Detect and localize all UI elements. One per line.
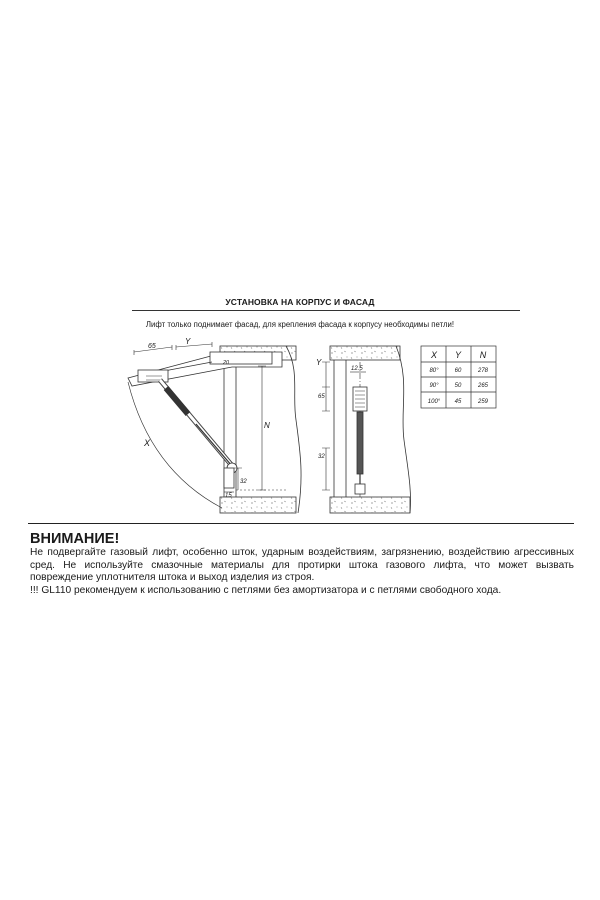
left-bottom-panel <box>220 497 296 513</box>
spec-cell: 50 <box>454 383 462 389</box>
warning-extra: !!! GL110 рекомендуем к использованию с петлями без амортизатора и с петлями свободного хода. <box>30 584 502 596</box>
spec-cell: 259 <box>477 399 489 405</box>
right-lift-body <box>357 412 363 474</box>
left-dim-15: 15 <box>225 493 232 499</box>
warning-text <box>30 547 574 597</box>
spec-header-x: X <box>430 350 438 360</box>
left-dim-y: Y <box>185 337 191 346</box>
left-dim-65: 65 <box>148 343 156 350</box>
install-note: Лифт только поднимает фасад, для крепления фасада к корпусу необходимы петли! <box>145 320 455 329</box>
left-dim-32: 32 <box>240 479 247 485</box>
right-dim-32: 32 <box>318 454 325 460</box>
install-title: УСТАНОВКА НА КОРПУС И ФАСАД <box>225 297 375 307</box>
warning-body: Не подвергайте газовый лифт, особенно шток, ударным воздействиям, загрязнению, воздействию агрессивных сред. Не используйте смазочные материалы для протирки штока газового лифта, что может вызвать повреждение уплотнителя штока и выход изделия из строя. <box>30 547 574 584</box>
spec-cell: 60 <box>454 368 462 374</box>
spec-cell: 265 <box>477 383 489 389</box>
spec-cell: 90° <box>429 383 439 389</box>
spec-header-y: Y <box>454 350 462 360</box>
spec-cell: 80° <box>429 368 439 374</box>
right-top-panel <box>330 346 400 360</box>
warning-title: ВНИМАНИЕ! <box>30 531 120 547</box>
spec-cell: 45 <box>454 399 462 405</box>
spec-cell: 278 <box>477 368 489 374</box>
warning-divider <box>28 523 574 524</box>
right-dim-65: 65 <box>318 394 325 400</box>
left-dim-x: X <box>144 438 151 448</box>
left-dim-20: 20 <box>223 360 230 366</box>
right-dim-12-5: 12.5 <box>351 366 363 372</box>
title-divider <box>132 310 520 311</box>
left-diagram <box>128 342 301 513</box>
spec-cell: 100° <box>427 399 441 405</box>
right-contour <box>396 346 411 513</box>
left-contour <box>286 346 301 513</box>
right-diagram <box>322 346 411 513</box>
left-dim-n: N <box>264 421 270 430</box>
installation-drawing <box>0 330 600 520</box>
right-bottom-panel <box>330 497 410 513</box>
right-dim-y: Y <box>316 358 322 367</box>
spec-header-n: N <box>479 350 487 360</box>
